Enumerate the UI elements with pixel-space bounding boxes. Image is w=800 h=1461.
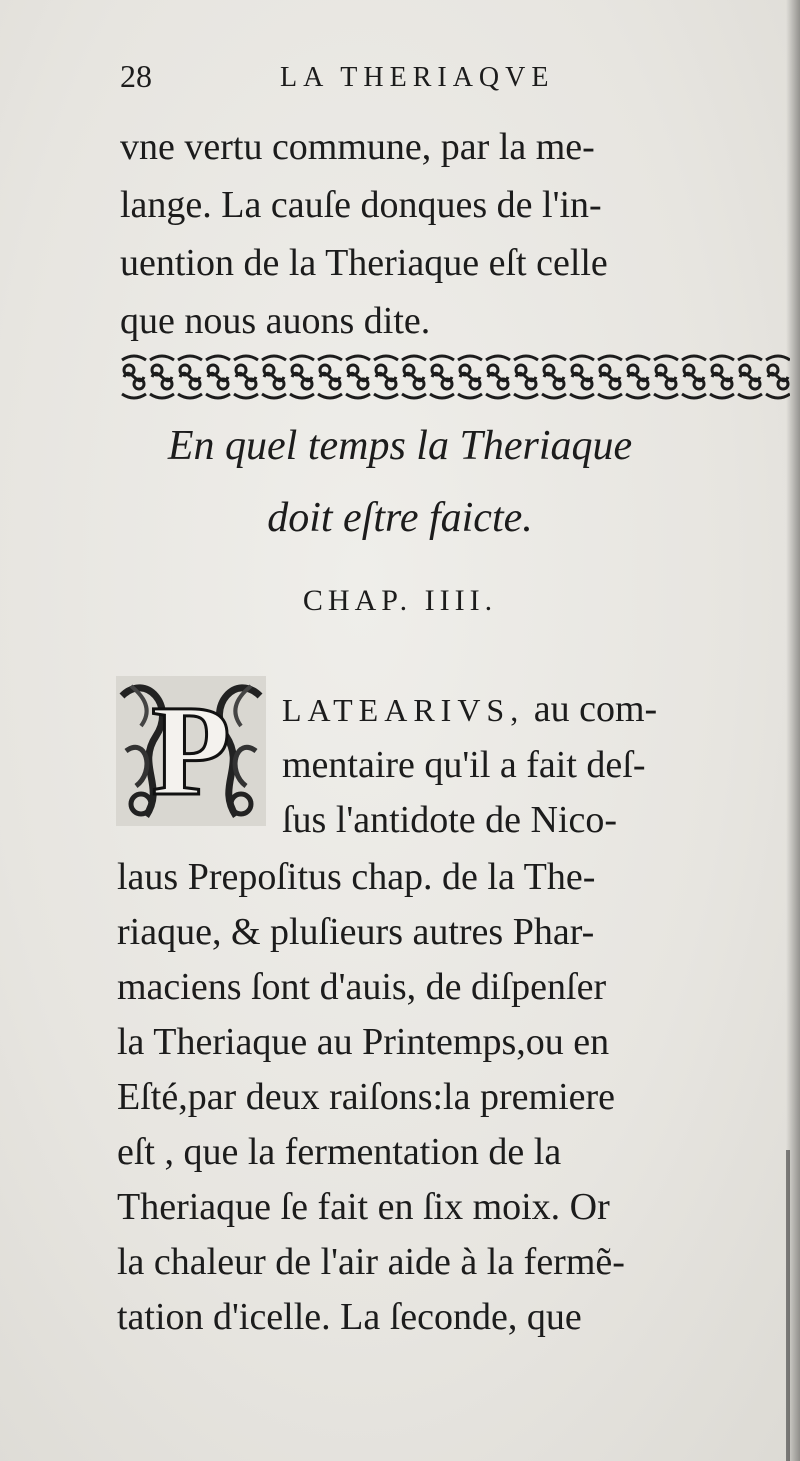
text-line: laus Prepoſitus chap. de la The- bbox=[117, 856, 596, 898]
text-line: la Theriaque au Printemps,ou en bbox=[117, 1021, 610, 1063]
text-line: riaque, & pluſieurs autres Phar- bbox=[117, 911, 595, 953]
running-title: LA THERIAQVE bbox=[280, 62, 555, 93]
paragraph-beside-initial bbox=[282, 682, 657, 848]
text-line: mentaire qu'il a fait deſ- bbox=[282, 744, 646, 786]
paragraph-body bbox=[117, 850, 625, 1345]
page-number: 28 bbox=[120, 58, 152, 94]
dropcap-letter: P bbox=[151, 679, 231, 823]
chapter-number: CHAP. IIII. bbox=[302, 584, 498, 617]
text-segment: au com- bbox=[524, 688, 658, 730]
ornamental-border bbox=[120, 354, 790, 400]
text-line: eſt , que la fermentation de la bbox=[117, 1131, 562, 1173]
text-line: Theriaque ſe fait en ſix moix. Or bbox=[117, 1186, 610, 1228]
text-line: Eſté,par deux raiſons:la premiere bbox=[117, 1076, 616, 1118]
intro-text bbox=[120, 118, 608, 350]
chapter-heading-line-2: doit eſtre faicte. bbox=[267, 495, 533, 541]
small-caps-word: LATEARIVS, bbox=[282, 692, 525, 728]
text-line: lange. La cauſe donques de l'in- bbox=[120, 184, 602, 226]
text-line: maciens ſont d'auis, de diſpenſer bbox=[117, 966, 607, 1008]
text-line: uention de la Theriaque eſt celle bbox=[120, 242, 608, 284]
text-line bbox=[282, 682, 657, 738]
text-line: la chaleur de l'air aide à la fermẽ- bbox=[117, 1241, 625, 1283]
chapter-heading-line-1: En quel temps la Theriaque bbox=[167, 423, 633, 469]
decorated-initial bbox=[116, 676, 266, 826]
page-edge bbox=[786, 1150, 790, 1461]
text-line: vne vertu commune, par la me- bbox=[120, 126, 595, 168]
text-line: ſus l'antidote de Nico- bbox=[282, 799, 618, 841]
page-header bbox=[120, 58, 680, 108]
text-line: tation d'icelle. La ſeconde, que bbox=[117, 1296, 582, 1338]
text-line: que nous auons dite. bbox=[120, 300, 431, 342]
